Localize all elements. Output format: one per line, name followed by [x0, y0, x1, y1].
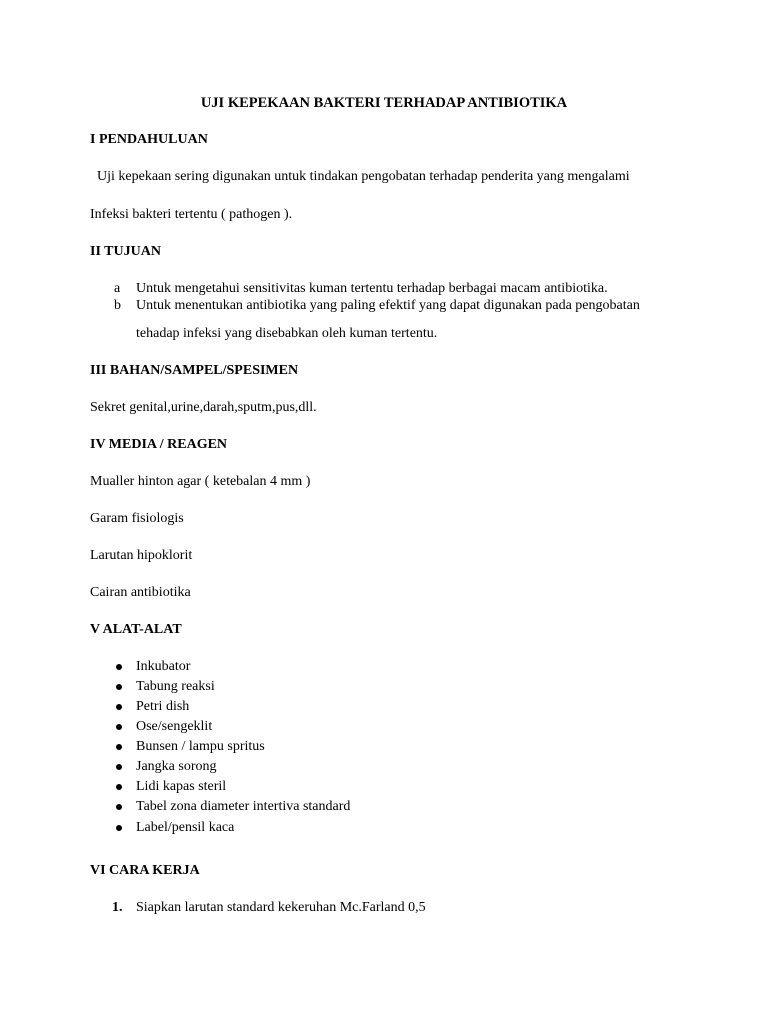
alat-list-item: Tabel zona diameter intertiva standard — [136, 799, 351, 814]
tujuan-marker-b: b — [114, 298, 121, 313]
heading-pendahuluan: I PENDAHULUAN — [90, 132, 208, 147]
media-line: Cairan antibiotika — [90, 585, 191, 600]
bullet-icon — [116, 664, 122, 670]
bullet-icon — [116, 704, 122, 710]
alat-list-item: Ose/sengeklit — [136, 719, 213, 734]
document-title: UJI KEPEKAAN BAKTERI TERHADAP ANTIBIOTIKA — [200, 95, 568, 111]
step-marker: 1. — [112, 900, 123, 915]
tujuan-item-a: Untuk mengetahui sensitivitas kuman tertentu terhadap berbagai macam antibiotika. — [136, 281, 608, 296]
bullet-icon — [116, 784, 122, 790]
heading-cara-kerja: VI CARA KERJA — [90, 863, 200, 878]
bullet-icon — [116, 825, 122, 831]
heading-alat: V ALAT-ALAT — [90, 622, 182, 637]
step-text: Siapkan larutan standard kekeruhan Mc.Farland 0,5 — [136, 900, 426, 915]
bullet-icon — [116, 724, 122, 730]
pendahuluan-line-2: Infeksi bakteri tertentu ( pathogen ). — [90, 207, 293, 222]
heading-media: IV MEDIA / REAGEN — [90, 437, 228, 452]
media-line: Mualler hinton agar ( ketebalan 4 mm ) — [90, 474, 311, 489]
tujuan-item-b-cont: tehadap infeksi yang disebabkan oleh kuman tertentu. — [136, 326, 438, 341]
bullet-icon — [116, 744, 122, 750]
bullet-icon — [116, 764, 122, 770]
alat-list-item: Label/pensil kaca — [136, 820, 235, 835]
alat-list-item: Lidi kapas steril — [136, 779, 227, 794]
heading-tujuan: II TUJUAN — [90, 244, 161, 259]
alat-list-item: Tabung reaksi — [136, 679, 215, 694]
tujuan-marker-a: a — [114, 281, 121, 296]
alat-list-item: Jangka sorong — [136, 759, 217, 774]
media-line: Garam fisiologis — [90, 511, 184, 526]
alat-list-item: Inkubator — [136, 659, 191, 674]
bullet-icon — [116, 804, 122, 810]
bahan-text: Sekret genital,urine,darah,sputm,pus,dll. — [90, 400, 317, 415]
bullet-icon — [116, 684, 122, 690]
pendahuluan-line-1: Uji kepekaan sering digunakan untuk tindakan pengobatan terhadap penderita yang mengalami — [97, 169, 630, 184]
alat-list-item: Bunsen / lampu spritus — [136, 739, 265, 754]
alat-list-item: Petri dish — [136, 699, 190, 714]
media-line: Larutan hipoklorit — [90, 548, 193, 563]
heading-bahan: III BAHAN/SAMPEL/SPESIMEN — [90, 363, 299, 378]
tujuan-item-b: Untuk menentukan antibiotika yang paling efektif yang dapat digunakan pada pengobatan — [136, 298, 640, 313]
